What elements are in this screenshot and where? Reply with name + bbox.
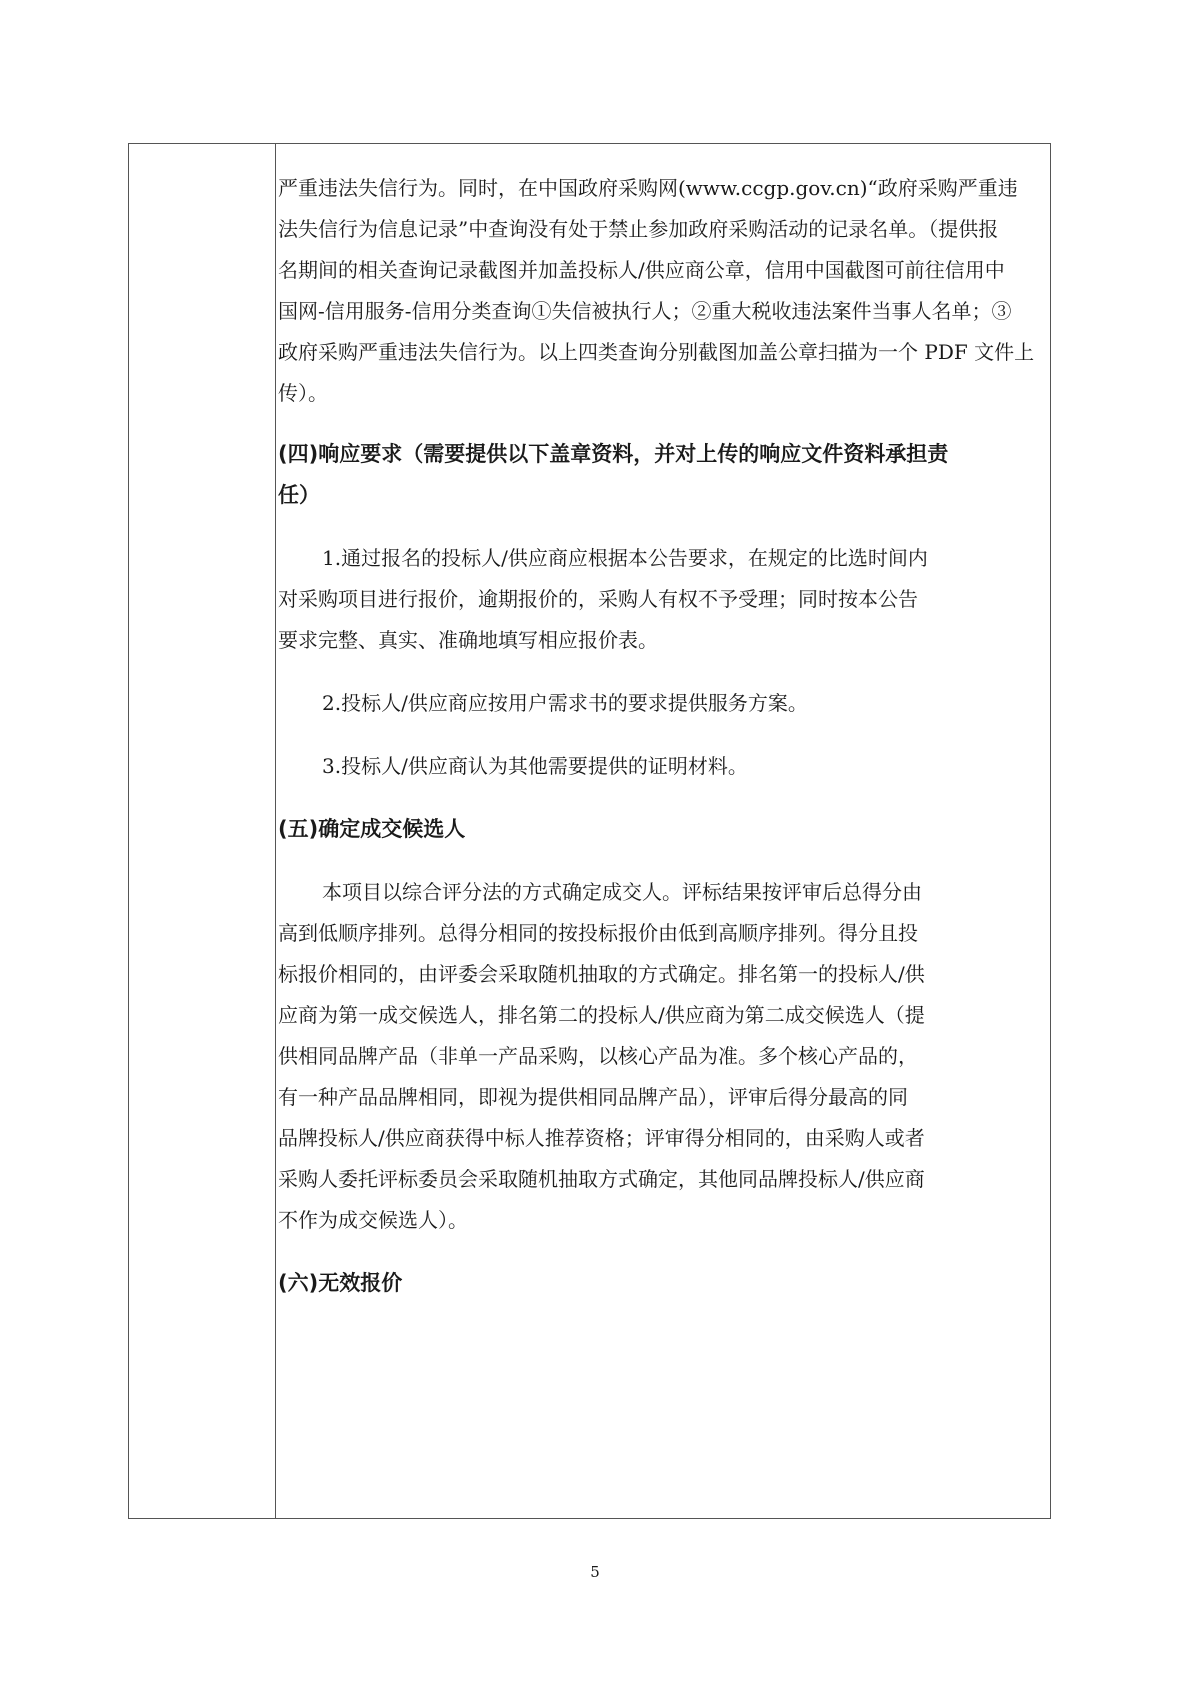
text-line: 品牌投标人/供应商获得中标人推荐资格；评审得分相同的，由采购人或者 [278, 1126, 925, 1150]
text-line: 对采购项目进行报价，逾期报价的，采购人有权不予受理；同时按本公告 [278, 587, 918, 611]
page-number: 5 [590, 1563, 600, 1581]
text-line: 2.投标人/供应商应按用户需求书的要求提供服务方案。 [322, 691, 808, 715]
section6-heading [278, 1263, 1048, 1304]
heading-line: (五)确定成交候选人 [278, 817, 466, 841]
heading-line: (四)响应要求（需要提供以下盖章资料，并对上传的响应文件资料承担责 [278, 442, 949, 466]
continuation-paragraph [278, 168, 1048, 414]
section4-item-1 [278, 538, 1048, 661]
text-line: 国网-信用服务-信用分类查询①失信被执行人；②重大税收违法案件当事人名单；③ [278, 299, 1012, 323]
text-line: 采购人委托评标委员会采取随机抽取方式确定，其他同品牌投标人/供应商 [278, 1167, 925, 1191]
section5-heading [278, 809, 1048, 850]
section4-item-2 [278, 683, 1048, 724]
section4-item-3 [278, 746, 1048, 787]
table-left-column [129, 144, 276, 1518]
text-line: 法失信行为信息记录”中查询没有处于禁止参加政府采购活动的记录名单。（提供报 [278, 217, 999, 241]
text-line: 3.投标人/供应商认为其他需要提供的证明材料。 [322, 754, 748, 778]
heading-line: (六)无效报价 [278, 1271, 403, 1295]
text-line: 不作为成交候选人）。 [278, 1208, 468, 1232]
table-content-cell [278, 168, 1048, 1304]
text-line: 政府采购严重违法失信行为。以上四类查询分别截图加盖公章扫描为一个 PDF 文件上 [278, 340, 1035, 364]
text-line: 有一种产品品牌相同，即视为提供相同品牌产品），评审后得分最高的同 [278, 1085, 908, 1109]
section4-heading [278, 434, 1048, 516]
text-line: 本项目以综合评分法的方式确定成交人。评标结果按评审后总得分由 [322, 880, 922, 904]
text-line: 名期间的相关查询记录截图并加盖投标人/供应商公章，信用中国截图可前往信用中 [278, 258, 1005, 282]
text-line: 应商为第一成交候选人，排名第二的投标人/供应商为第二成交候选人（提 [278, 1003, 925, 1027]
text-line: 高到低顺序排列。总得分相同的按投标报价由低到高顺序排列。得分且投 [278, 921, 918, 945]
text-line: 1.通过报名的投标人/供应商应根据本公告要求，在规定的比选时间内 [322, 546, 928, 570]
heading-line: 任） [278, 483, 320, 507]
text-line: 传）。 [278, 381, 328, 405]
section5-body [278, 872, 1048, 1241]
text-line: 严重违法失信行为。同时，在中国政府采购网(www.ccgp.gov.cn)“政府采购严重违 [278, 176, 1018, 200]
text-line: 标报价相同的，由评委会采取随机抽取的方式确定。排名第一的投标人/供 [278, 962, 925, 986]
text-line: 要求完整、真实、准确地填写相应报价表。 [278, 628, 658, 652]
text-line: 供相同品牌产品（非单一产品采购，以核心产品为准。多个核心产品的， [278, 1044, 918, 1068]
